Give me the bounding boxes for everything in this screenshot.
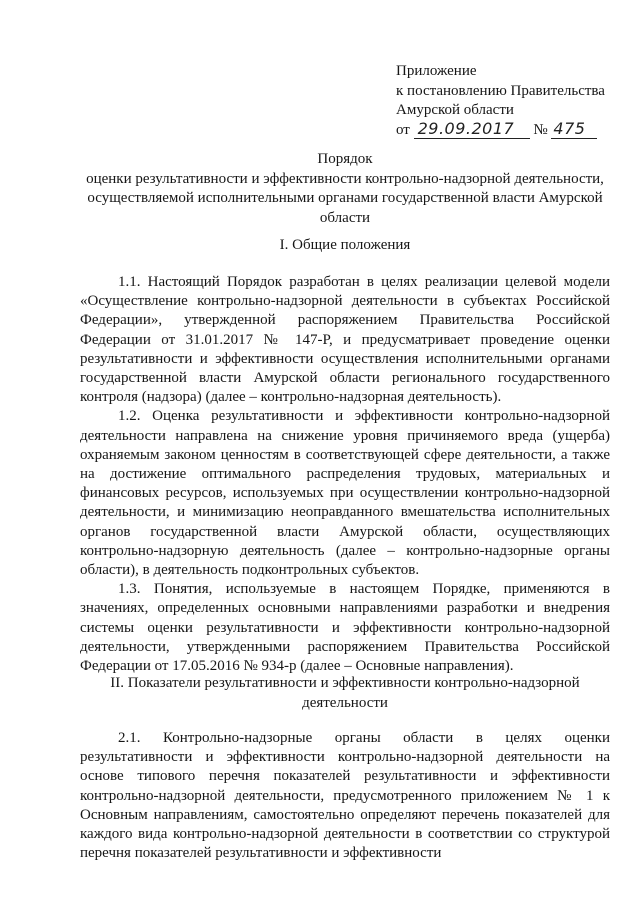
handwritten-date: 29.09.2017 [417, 118, 515, 138]
section-1-heading: I. Общие положения [279, 237, 411, 253]
paragraph-2-1: 2.1. Контрольно-надзорные органы области в целях оценки результативности и эффективности контрольно-надзорной деятельности на основе типового перечня показателей результативности и эффективности контрольно-надзорной деятельности, предусмотренного приложением № 1 к Основным направлениям, самостоятельно определяют перечень показателей для каждого вида контрольно-надзорной деятельности в соответствии со структурой перечня показателей результативности и эффективности [80, 730, 610, 862]
number-field [551, 118, 597, 139]
handwritten-number: 475 [553, 118, 586, 138]
section-2-body [80, 729, 610, 863]
document-title [80, 150, 610, 228]
date-field [414, 118, 530, 139]
title-subtitle: оценки результативности и эффективности контрольно-надзорной деятельности, осуществляемой исполнительными органами государственной власти Амурской области [86, 170, 604, 226]
section-1-body [80, 273, 610, 676]
addendum-line-1: Приложение [396, 63, 477, 79]
paragraph-1-2: 1.2. Оценка результативности и эффективности контрольно-надзорной деятельности направлена на снижение уровня причиняемого вреда (ущерба) охраняемым законом ценностям в соответствующей сфере деятельности, а также на достижение оптимального распределения трудовых, материальных и финансовых ресурсов, используемых при осуществлении контрольно-надзорной деятельности, и минимизацию неоправданного вмешательства исполнительных органов государственной власти Амурской области, осуществляющих контрольно-надзорную деятельность (далее – контрольно-надзорные органы области), в деятельность подконтрольных субъектов. [80, 408, 610, 579]
addendum-line-3: Амурской области [396, 102, 514, 118]
title-heading: Порядок [317, 151, 373, 167]
addendum-date-line [396, 118, 636, 141]
number-prefix: № [533, 121, 548, 138]
paragraph-1-1: 1.1. Настоящий Порядок разработан в целях реализации целевой модели «Осуществление контрольно-надзорной деятельности в субъектах Российской Федерации», утвержденной распоряжением Правительства Российской Федерации от 31.01.2017 № 147-Р, и предусматривает проведение оценки результативности и эффективности осуществления исполнительными органами государственной власти Амурской области регионального государственного контроля (надзора) (далее – контрольно-надзорная деятельность). [80, 274, 610, 406]
paragraph-1-3: 1.3. Понятия, используемые в настоящем Порядке, применяются в значениях, определенных основными направлениями разработки и внедрения системы оценки результативности и эффективности контрольно-надзорной деятельности, утвержденными распоряжением Правительства Российской Федерации от 17.05.2016 № 934-р (далее – Основные направления). [80, 581, 610, 675]
addendum-block [396, 62, 636, 140]
date-prefix: от [396, 121, 410, 138]
section-2-heading: II. Показатели результативности и эффективности контрольно-надзорной деятельности [110, 675, 580, 711]
addendum-line-2: к постановлению Правительства [396, 82, 605, 99]
